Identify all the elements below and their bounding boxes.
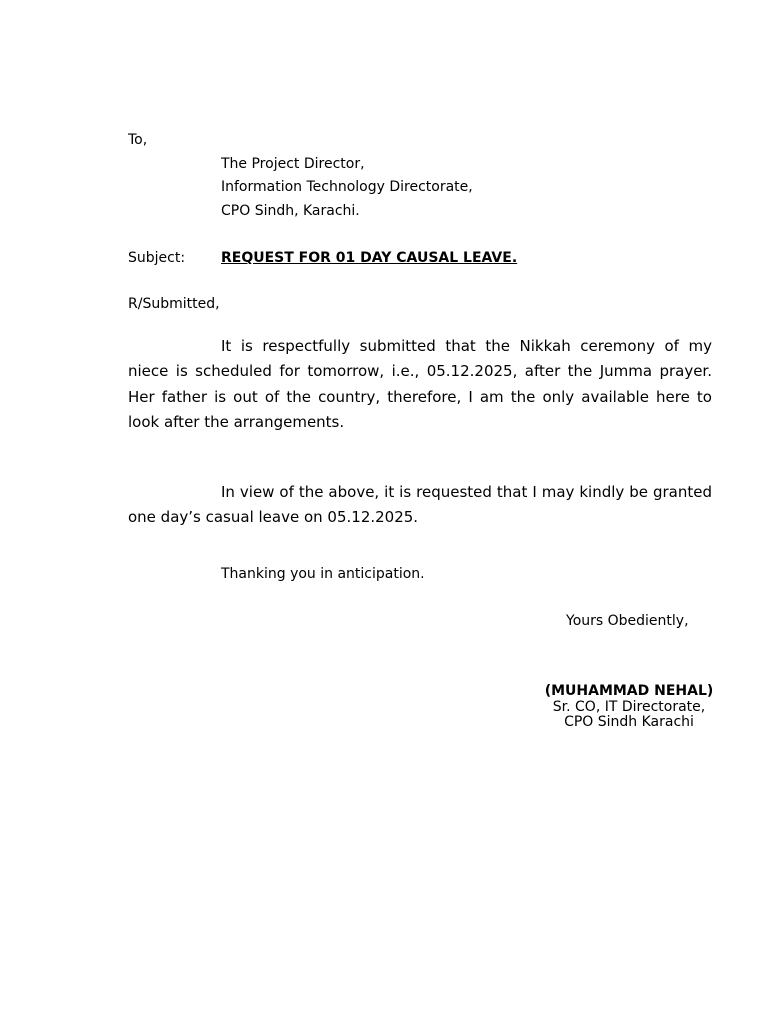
body-paragraph-1: It is respectfully submitted that the Nikkah ceremony of my niece is scheduled for tomorrow, i.e., 05.12.2025, after the Jumma prayer. Her father is out of the country, therefore, I am the only available here to look after the arrangements. xyxy=(128,337,712,431)
body-paragraph-2: In view of the above, it is requested that I may kindly be granted one day’s casual leave on 05.12.2025. xyxy=(128,483,712,527)
recipient-designation: The Project Director, xyxy=(221,156,365,172)
signature-block xyxy=(540,684,718,731)
closing-line: Yours Obediently, xyxy=(566,613,689,629)
subject-text: REQUEST FOR 01 DAY CAUSAL LEAVE. xyxy=(221,250,518,266)
salutation: R/Submitted, xyxy=(128,296,220,312)
signatory-designation: Sr. CO, IT Directorate, xyxy=(552,698,706,715)
signatory-name: (MUHAMMAD NEHAL) xyxy=(544,683,714,699)
thanks-line: Thanking you in anticipation. xyxy=(221,566,425,582)
recipient-location: CPO Sindh, Karachi. xyxy=(221,203,360,219)
recipient-directorate: Information Technology Directorate, xyxy=(221,179,473,195)
signatory-office: CPO Sindh Karachi xyxy=(564,714,694,730)
recipient-to-label: To, xyxy=(128,132,148,148)
subject-label: Subject: xyxy=(128,250,186,266)
